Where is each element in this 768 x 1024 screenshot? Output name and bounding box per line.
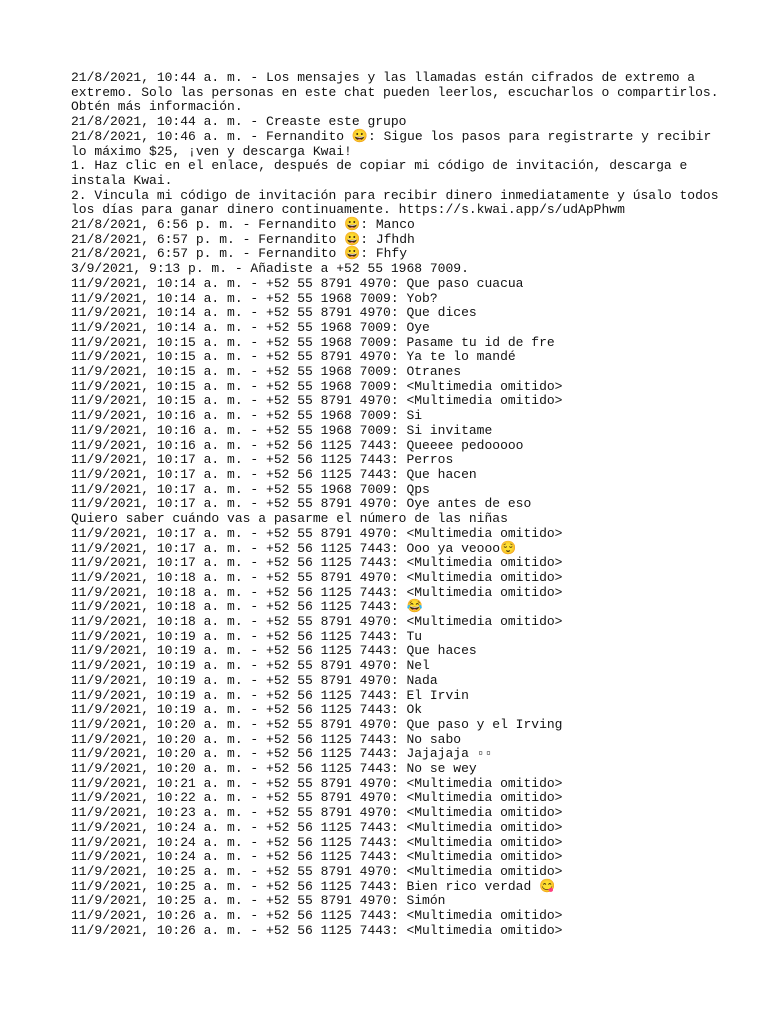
chat-line: 11/9/2021, 10:20 a. m. - +52 56 1125 7443: Jajajaja ▫▫ [71, 746, 493, 762]
chat-line: 11/9/2021, 10:24 a. m. - +52 56 1125 7443: <Multimedia omitido> [71, 849, 563, 865]
chat-line: 11/9/2021, 10:14 a. m. - +52 55 1968 7009: Yob? [71, 290, 438, 306]
chat-line: 11/9/2021, 10:17 a. m. - +52 56 1125 7443: Que hacen [71, 466, 477, 482]
chat-line: 11/9/2021, 10:19 a. m. - +52 55 8791 4970: Nel [71, 658, 430, 674]
chat-line: 21/8/2021, 6:57 p. m. - Fernandito 😀: Jfhdh [71, 231, 415, 247]
chat-line: 11/9/2021, 10:23 a. m. - +52 55 8791 4970: <Multimedia omitido> [71, 805, 563, 821]
chat-line: 11/9/2021, 10:22 a. m. - +52 55 8791 4970: <Multimedia omitido> [71, 790, 563, 806]
chat-line: los días para ganar dinero continuamente. https://s.kwai.app/s/udApPhwm [71, 202, 625, 218]
chat-export-page [71, 71, 751, 938]
chat-line: 2. Vincula mi código de invitación para recibir dinero inmediatamente y úsalo todos [71, 187, 719, 203]
chat-line: extremo. Solo las personas en este chat pueden leerlos, escucharlos o compartirlos. [71, 84, 719, 100]
chat-line: 11/9/2021, 10:24 a. m. - +52 56 1125 7443: <Multimedia omitido> [71, 819, 563, 835]
chat-line: 11/9/2021, 10:18 a. m. - +52 56 1125 7443: 😂 [71, 599, 423, 615]
chat-line: 3/9/2021, 9:13 p. m. - Añadiste a +52 55 1968 7009. [71, 261, 469, 277]
chat-line: 11/9/2021, 10:16 a. m. - +52 55 1968 7009: Si invitame [71, 422, 493, 438]
chat-line: 11/9/2021, 10:15 a. m. - +52 55 1968 7009: Pasame tu id de fre [71, 334, 555, 350]
chat-line: 11/9/2021, 10:19 a. m. - +52 56 1125 7443: Ok [71, 702, 423, 718]
chat-line: 11/9/2021, 10:17 a. m. - +52 56 1125 7443: <Multimedia omitido> [71, 555, 563, 571]
chat-line: 21/8/2021, 10:44 a. m. - Creaste este grupo [71, 114, 407, 130]
chat-line: 11/9/2021, 10:19 a. m. - +52 56 1125 7443: Que haces [71, 643, 477, 659]
chat-line: 11/9/2021, 10:14 a. m. - +52 55 1968 7009: Oye [71, 319, 430, 335]
chat-line: 11/9/2021, 10:16 a. m. - +52 55 1968 7009: Si [71, 408, 423, 424]
chat-line: lo máximo $25, ¡ven y descarga Kwai! [71, 143, 352, 159]
chat-line: 11/9/2021, 10:15 a. m. - +52 55 1968 7009: <Multimedia omitido> [71, 378, 563, 394]
chat-line: 21/8/2021, 6:56 p. m. - Fernandito 😀: Manco [71, 217, 415, 233]
chat-line: 11/9/2021, 10:20 a. m. - +52 56 1125 7443: No sabo [71, 731, 462, 747]
chat-line: 11/9/2021, 10:26 a. m. - +52 56 1125 7443: <Multimedia omitido> [71, 908, 563, 924]
chat-line: 21/8/2021, 10:44 a. m. - Los mensajes y las llamadas están cifrados de extremo a [71, 70, 696, 85]
chat-line: 11/9/2021, 10:25 a. m. - +52 56 1125 7443: Bien rico verdad 😋 [71, 878, 556, 894]
chat-line: 11/9/2021, 10:25 a. m. - +52 55 8791 4970: <Multimedia omitido> [71, 863, 563, 879]
chat-line: 11/9/2021, 10:24 a. m. - +52 56 1125 7443: <Multimedia omitido> [71, 834, 563, 850]
chat-line: 11/9/2021, 10:17 a. m. - +52 55 8791 4970: <Multimedia omitido> [71, 525, 563, 541]
chat-line: 11/9/2021, 10:14 a. m. - +52 55 8791 4970: Que paso cuacua [71, 275, 524, 291]
chat-line: instala Kwai. [71, 172, 173, 188]
chat-line: 11/9/2021, 10:14 a. m. - +52 55 8791 4970: Que dices [71, 305, 477, 321]
chat-line: 11/9/2021, 10:18 a. m. - +52 55 8791 4970: <Multimedia omitido> [71, 569, 563, 585]
chat-line: 11/9/2021, 10:18 a. m. - +52 55 8791 4970: <Multimedia omitido> [71, 614, 563, 630]
chat-line: 11/9/2021, 10:17 a. m. - +52 56 1125 7443: Ooo ya veooo😌 [71, 540, 517, 556]
chat-line: 11/9/2021, 10:19 a. m. - +52 56 1125 7443: El Irvin [71, 687, 469, 703]
chat-line: 21/8/2021, 6:57 p. m. - Fernandito 😀: Fhfy [71, 246, 408, 262]
chat-line: 21/8/2021, 10:46 a. m. - Fernandito 😀: Sigue los pasos para registrarte y recibir [71, 128, 712, 144]
chat-line: 11/9/2021, 10:16 a. m. - +52 56 1125 7443: Queeee pedooooo [71, 437, 524, 453]
chat-line: 11/9/2021, 10:20 a. m. - +52 56 1125 7443: No se wey [71, 761, 477, 777]
chat-line: 1. Haz clic en el enlace, después de copiar mi código de invitación, descarga e [71, 158, 688, 174]
chat-line: 11/9/2021, 10:17 a. m. - +52 55 1968 7009: Qps [71, 481, 430, 497]
chat-line: 11/9/2021, 10:18 a. m. - +52 56 1125 7443: <Multimedia omitido> [71, 584, 563, 600]
chat-line: 11/9/2021, 10:15 a. m. - +52 55 8791 4970: Ya te lo mandé [71, 349, 516, 365]
chat-line: 11/9/2021, 10:20 a. m. - +52 55 8791 4970: Que paso y el Irving [71, 716, 563, 732]
chat-log [71, 71, 751, 938]
chat-line: 11/9/2021, 10:19 a. m. - +52 55 8791 4970: Nada [71, 672, 438, 688]
chat-line: 11/9/2021, 10:25 a. m. - +52 55 8791 4970: Simón [71, 893, 446, 909]
chat-line: 11/9/2021, 10:19 a. m. - +52 56 1125 7443: Tu [71, 628, 423, 644]
chat-line: 11/9/2021, 10:17 a. m. - +52 55 8791 4970: Oye antes de eso [71, 496, 532, 512]
chat-line: 11/9/2021, 10:15 a. m. - +52 55 8791 4970: <Multimedia omitido> [71, 393, 563, 409]
chat-line: 11/9/2021, 10:26 a. m. - +52 56 1125 7443: <Multimedia omitido> [71, 922, 563, 938]
chat-line: 11/9/2021, 10:15 a. m. - +52 55 1968 7009: Otranes [71, 364, 462, 380]
chat-line: Quiero saber cuándo vas a pasarme el número de las niñas [71, 511, 508, 527]
chat-line: 11/9/2021, 10:17 a. m. - +52 56 1125 7443: Perros [71, 452, 454, 468]
chat-line: Obtén más información. [71, 99, 243, 115]
chat-line: 11/9/2021, 10:21 a. m. - +52 55 8791 4970: <Multimedia omitido> [71, 775, 563, 791]
